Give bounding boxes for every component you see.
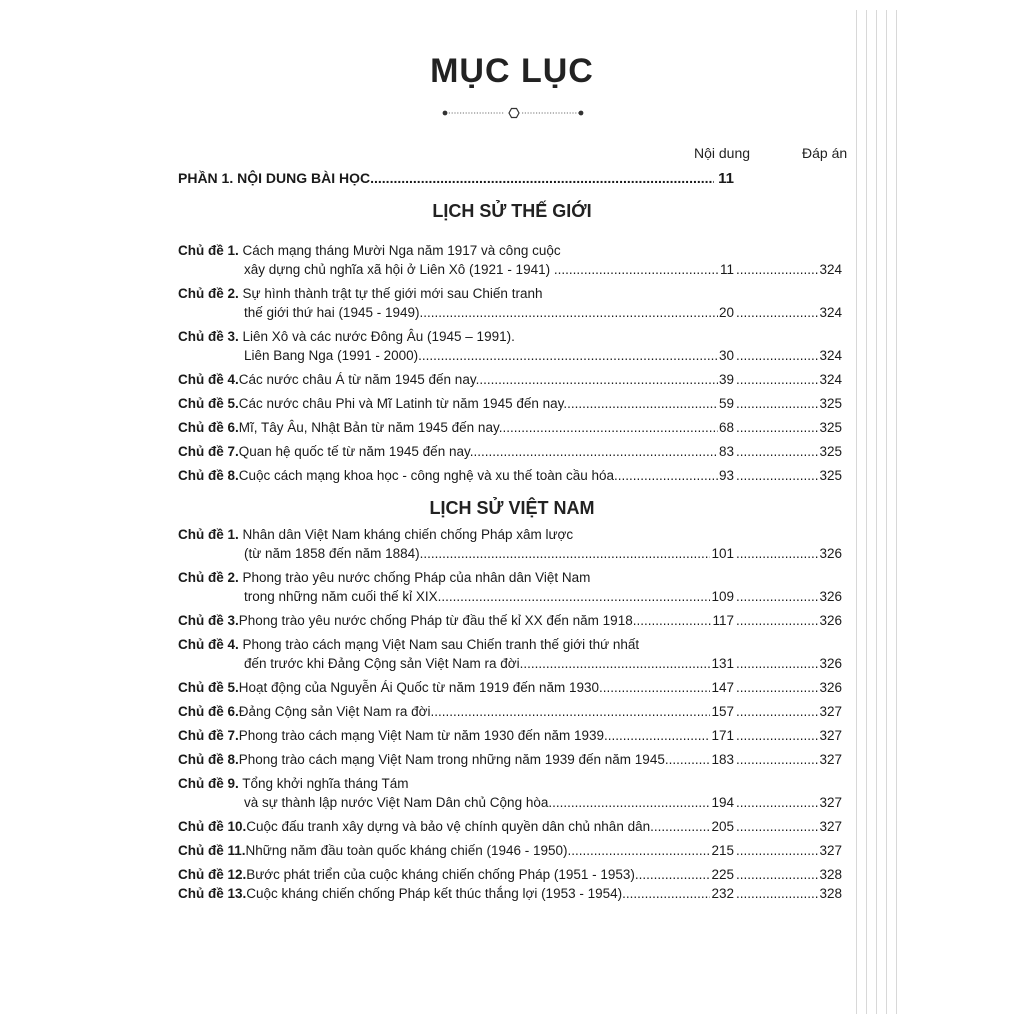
toc-entry — [178, 568, 842, 606]
entry-answer-page: 324 — [819, 348, 842, 363]
entry-label: Chủ đề 4. — [178, 637, 239, 652]
dot-leader — [734, 346, 818, 365]
entry-label: Chủ đề 12. — [178, 867, 247, 882]
dot-leader — [734, 260, 818, 279]
entry-page: 131 — [711, 656, 734, 671]
entry-line — [178, 587, 842, 606]
entry-label: Chủ đề 1. — [178, 243, 239, 258]
entry-page: 30 — [718, 348, 734, 363]
entry-page: 11 — [719, 262, 734, 277]
entry-left — [178, 726, 734, 745]
entry-left — [178, 418, 734, 437]
entry-line — [178, 544, 842, 563]
entry-text: Các nước châu Á từ năm 1945 đến nay. — [238, 372, 480, 387]
entry-label: Chủ đề 13. — [178, 886, 247, 901]
entry-page: 83 — [718, 444, 734, 459]
dot-leader — [441, 587, 710, 606]
dot-leader — [523, 654, 710, 673]
entry-label: Chủ đề 11. — [178, 843, 246, 858]
entry-answer-col — [734, 303, 842, 322]
entry-left — [178, 303, 734, 322]
toc-entry — [178, 726, 842, 745]
entry-line — [178, 346, 842, 365]
dot-leader — [734, 865, 818, 884]
entry-label: Chủ đề 3. — [178, 613, 239, 628]
entry-text: Những năm đầu toàn quốc kháng chiến (1946 - 1950) — [245, 843, 568, 858]
dot-leader — [734, 466, 818, 485]
entry-answer-col — [734, 394, 842, 413]
entry-answer-page: 324 — [819, 262, 842, 277]
entry-label: Chủ đề 8. — [178, 752, 239, 767]
entry-text: thế giới thứ hai (1945 - 1949) — [244, 305, 420, 320]
page-title: MỤC LỤC — [430, 52, 594, 90]
entry-text: Hoạt động của Nguyễn Ái Quốc từ năm 1919 đến năm 1930. — [238, 680, 603, 695]
entry-page: 232 — [711, 886, 734, 901]
entry-text: Quan hệ quốc tế từ năm 1945 đến nay. — [238, 444, 474, 459]
entry-line — [178, 841, 842, 860]
entry-answer-page: 326 — [819, 656, 842, 671]
entry-line — [178, 525, 842, 544]
entry-answer-page: 326 — [819, 680, 842, 695]
entry-line — [178, 702, 842, 721]
entry-line — [178, 260, 842, 279]
entry-page: 59 — [718, 396, 734, 411]
dot-leader — [635, 865, 711, 884]
entry-left — [178, 841, 734, 860]
entry-answer-page: 326 — [819, 613, 842, 628]
dot-leader — [734, 654, 818, 673]
entry-page: 225 — [711, 867, 734, 882]
entry-text: đến trước khi Đảng Cộng sản Việt Nam ra đời. — [244, 656, 524, 671]
ornament-divider-icon — [440, 103, 586, 123]
dot-leader — [422, 346, 718, 365]
entry-text: Mĩ, Tây Âu, Nhật Bản từ năm 1945 đến nay. — [238, 420, 503, 435]
entry-answer-col — [734, 865, 842, 884]
dot-leader — [734, 884, 818, 903]
entry-text: Phong trào yêu nước chống Pháp của nhân dân Việt Nam — [242, 570, 591, 585]
entry-left — [178, 750, 734, 769]
entry-answer-page: 324 — [819, 372, 842, 387]
column-header-answers: Đáp án — [802, 145, 848, 161]
entry-answer-col — [734, 702, 842, 721]
dot-leader — [568, 841, 711, 860]
entry-line — [178, 611, 842, 630]
dot-leader — [734, 587, 818, 606]
entry-page: 215 — [711, 843, 734, 858]
entry-left — [178, 865, 734, 884]
entry-page: 109 — [711, 589, 734, 604]
entry-line — [178, 774, 842, 793]
toc-entry — [178, 635, 842, 673]
dot-leader — [479, 370, 718, 389]
entry-text: Bước phát triển của cuộc kháng chiến chống Pháp (1951 - 1953) — [246, 867, 635, 882]
toc-entry — [178, 394, 842, 413]
dot-leader — [734, 702, 818, 721]
entry-line — [178, 284, 842, 303]
entry-left — [178, 370, 734, 389]
entry-text: Cuộc kháng chiến chống Pháp kết thúc thắng lợi (1953 - 1954). — [246, 886, 626, 901]
dot-leader — [567, 394, 718, 413]
entry-answer-col — [734, 260, 842, 279]
entry-text: Liên Bang Nga (1991 - 2000). — [244, 348, 422, 363]
dot-leader — [434, 702, 710, 721]
dot-leader — [420, 544, 711, 563]
entry-answer-page: 324 — [819, 305, 842, 320]
entry-label: Chủ đề 8. — [178, 468, 239, 483]
entry-answer-page: 327 — [819, 728, 842, 743]
section-title: LỊCH SỬ THẾ GIỚI — [432, 201, 592, 221]
toc-entry — [178, 370, 842, 389]
toc-entry — [178, 817, 842, 836]
entry-text: Phong trào cách mạng Việt Nam từ năm 1930 đến năm 1939. — [238, 728, 608, 743]
entry-label: Chủ đề 9. — [178, 776, 239, 791]
entry-line — [178, 817, 842, 836]
toc-entry — [178, 466, 842, 485]
toc-entry — [178, 750, 842, 769]
entry-text: Phong trào yêu nước chống Pháp từ đầu thế kỉ XX đến năm 1918. — [238, 613, 637, 628]
entry-left — [178, 793, 734, 812]
entry-answer-page: 327 — [819, 819, 842, 834]
toc-entry — [178, 774, 842, 812]
toc-entry — [178, 525, 842, 563]
entry-line — [178, 750, 842, 769]
entry-line — [178, 635, 842, 654]
entry-left — [178, 260, 734, 279]
entry-left — [178, 702, 734, 721]
entry-label: Chủ đề 5. — [178, 396, 239, 411]
entry-label: Chủ đề 2. — [178, 286, 239, 301]
dot-leader — [370, 170, 714, 186]
entry-text: Đảng Cộng sản Việt Nam ra đời. — [238, 704, 435, 719]
dot-leader — [473, 442, 718, 461]
entry-line — [178, 793, 842, 812]
entry-left — [178, 817, 734, 836]
entry-left — [178, 442, 734, 461]
entry-answer-page: 326 — [819, 546, 842, 561]
dot-leader — [603, 678, 711, 697]
entry-answer-page: 326 — [819, 589, 842, 604]
entry-left — [178, 466, 734, 485]
entry-page: 147 — [711, 680, 734, 695]
entry-answer-page: 325 — [819, 444, 842, 459]
entry-left — [178, 394, 734, 413]
entry-left — [178, 346, 734, 365]
entry-answer-col — [734, 817, 842, 836]
dot-leader — [636, 611, 711, 630]
dot-leader — [665, 750, 711, 769]
entry-text: Sự hình thành trật tự thế giới mới sau Chiến tranh — [242, 286, 543, 301]
entry-answer-col — [734, 726, 842, 745]
dot-leader — [734, 303, 818, 322]
entry-left — [178, 587, 734, 606]
part-heading — [178, 170, 734, 188]
entry-left — [178, 884, 734, 903]
entry-text: Các nước châu Phi và Mĩ Latinh từ năm 1945 đến nay. — [238, 396, 568, 411]
entry-answer-col — [734, 884, 842, 903]
entry-left — [178, 544, 734, 563]
entry-left — [178, 678, 734, 697]
dot-leader — [558, 260, 719, 279]
entry-line — [178, 466, 842, 485]
dot-leader — [734, 817, 818, 836]
entry-answer-col — [734, 544, 842, 563]
entry-answer-page: 325 — [819, 420, 842, 435]
entry-label: Chủ đề 7. — [178, 444, 239, 459]
entry-page: 171 — [711, 728, 734, 743]
entry-answer-page: 328 — [819, 867, 842, 882]
entry-answer-col — [734, 466, 842, 485]
entry-page: 117 — [712, 613, 734, 628]
dot-leader — [420, 303, 718, 322]
entry-answer-page: 325 — [819, 396, 842, 411]
entry-page: 68 — [718, 420, 734, 435]
entry-answer-col — [734, 346, 842, 365]
entry-page: 39 — [718, 372, 734, 387]
entry-answer-col — [734, 587, 842, 606]
entry-answer-page: 327 — [819, 704, 842, 719]
entry-answer-page: 327 — [819, 795, 842, 810]
section-title: LỊCH SỬ VIỆT NAM — [429, 498, 595, 518]
dot-leader — [734, 750, 818, 769]
entry-text: trong những năm cuối thế kỉ XIX. — [244, 589, 442, 604]
dot-leader — [734, 544, 818, 563]
entry-answer-col — [734, 678, 842, 697]
entry-label: Chủ đề 6. — [178, 420, 239, 435]
dot-leader — [734, 394, 818, 413]
part-page: 11 — [718, 170, 734, 187]
dot-leader — [734, 418, 818, 437]
entry-page: 101 — [711, 546, 734, 561]
entry-page: 20 — [718, 305, 734, 320]
entry-answer-page: 325 — [819, 468, 842, 483]
dot-leader — [734, 793, 818, 812]
dot-leader — [734, 841, 818, 860]
toc-entry — [178, 442, 842, 461]
toc-entry — [178, 241, 842, 279]
entry-line — [178, 568, 842, 587]
entry-answer-page: 328 — [819, 886, 842, 901]
dot-leader — [608, 726, 711, 745]
entry-text: Cuộc cách mạng khoa học - công nghệ và xu thế toàn cầu hóa. — [238, 468, 618, 483]
entry-line — [178, 370, 842, 389]
entry-text: Liên Xô và các nước Đông Âu (1945 – 1991). — [242, 329, 515, 344]
entry-label: Chủ đề 10. — [178, 819, 247, 834]
entry-line — [178, 327, 842, 346]
entry-page: 93 — [718, 468, 734, 483]
dot-leader — [650, 817, 710, 836]
entry-text: và sự thành lập nước Việt Nam Dân chủ Cộng hòa. — [244, 795, 553, 810]
entry-label: Chủ đề 6. — [178, 704, 239, 719]
entry-answer-col — [734, 654, 842, 673]
dot-leader — [734, 442, 818, 461]
toc-entry — [178, 284, 842, 322]
entry-text: xây dựng chủ nghĩa xã hội ở Liên Xô (1921 - 1941) . — [244, 262, 558, 277]
entry-label: Chủ đề 1. — [178, 527, 239, 542]
entry-label: Chủ đề 4. — [178, 372, 239, 387]
entry-text: Cách mạng tháng Mười Nga năm 1917 và công cuộc — [242, 243, 561, 258]
toc-entry — [178, 841, 842, 860]
entry-label: Chủ đề 2. — [178, 570, 239, 585]
part-label: PHẦN 1. NỘI DUNG BÀI HỌC — [178, 170, 371, 186]
entry-line — [178, 442, 842, 461]
entry-label: Chủ đề 5. — [178, 680, 239, 695]
entry-left — [178, 611, 734, 630]
entry-line — [178, 654, 842, 673]
entry-text: Cuộc đấu tranh xây dựng và bảo vệ chính quyền dân chủ nhân dân — [246, 819, 651, 834]
dot-leader — [502, 418, 718, 437]
entry-answer-col — [734, 793, 842, 812]
toc-entry — [178, 327, 842, 365]
toc-entry — [178, 865, 842, 884]
entry-text: Phong trào cách mạng Việt Nam sau Chiến tranh thế giới thứ nhất — [242, 637, 640, 652]
dot-leader — [552, 793, 710, 812]
toc-entry — [178, 611, 842, 630]
column-header-content: Nội dung — [694, 145, 751, 161]
entry-line — [178, 418, 842, 437]
entry-answer-col — [734, 442, 842, 461]
toc-entry — [178, 884, 842, 903]
dot-leader — [734, 678, 818, 697]
entry-page: 205 — [711, 819, 734, 834]
entry-answer-col — [734, 418, 842, 437]
entry-line — [178, 394, 842, 413]
entry-page: 183 — [711, 752, 734, 767]
entry-left — [178, 654, 734, 673]
entry-answer-col — [734, 611, 842, 630]
entry-line — [178, 678, 842, 697]
entry-text: Phong trào cách mạng Việt Nam trong những năm 1939 đến năm 1945 — [238, 752, 665, 767]
entry-answer-col — [734, 370, 842, 389]
entry-answer-page: 327 — [819, 843, 842, 858]
entry-answer-page: 327 — [819, 752, 842, 767]
entry-line — [178, 884, 842, 903]
entry-text: Nhân dân Việt Nam kháng chiến chống Pháp xâm lược — [242, 527, 574, 542]
entry-label: Chủ đề 3. — [178, 329, 239, 344]
entry-answer-col — [734, 750, 842, 769]
entry-page: 194 — [711, 795, 734, 810]
dot-leader — [734, 611, 818, 630]
dot-leader — [734, 726, 818, 745]
toc-entry — [178, 702, 842, 721]
entry-line — [178, 241, 842, 260]
dot-leader — [618, 466, 718, 485]
dot-leader — [734, 370, 818, 389]
dot-leader — [626, 884, 711, 903]
entry-line — [178, 865, 842, 884]
entry-label: Chủ đề 7. — [178, 728, 239, 743]
toc-entry — [178, 678, 842, 697]
entry-line — [178, 303, 842, 322]
entry-answer-col — [734, 841, 842, 860]
toc-entry — [178, 418, 842, 437]
entry-text: Tổng khởi nghĩa tháng Tám — [242, 776, 409, 791]
entry-page: 157 — [711, 704, 734, 719]
entry-line — [178, 726, 842, 745]
entry-text: (từ năm 1858 đến năm 1884) — [244, 546, 420, 561]
